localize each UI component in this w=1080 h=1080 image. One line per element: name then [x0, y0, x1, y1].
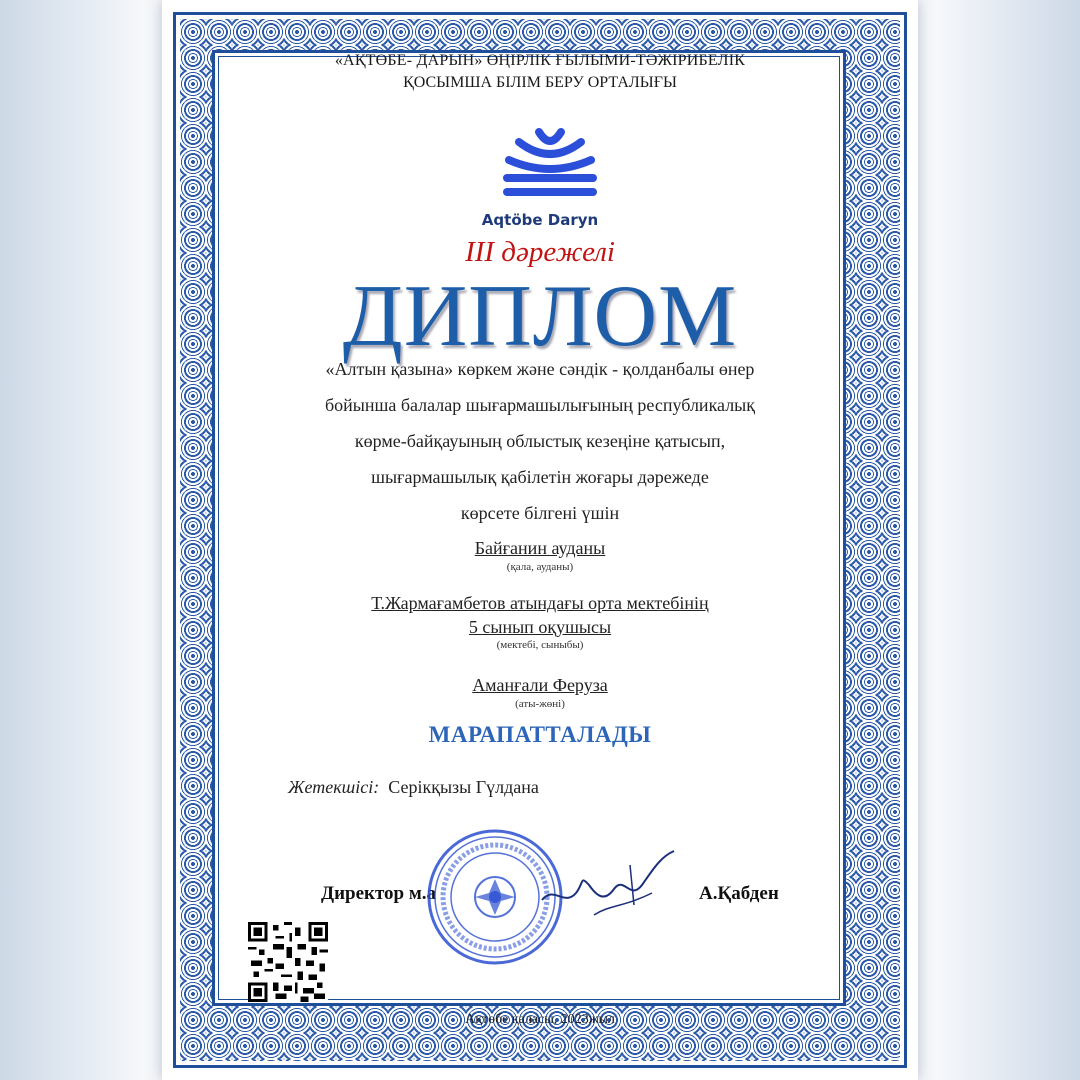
body-line: «Алтын қазына» көркем және сәндік - қолданбалы өнер: [325, 359, 755, 379]
diploma-title: ДИПЛОМ: [342, 268, 738, 365]
degree-label: ІІІ дәрежелі: [465, 236, 615, 268]
logo-text: Aqtöbe Daryn: [481, 211, 599, 229]
school-value: Т.Жармағамбетов атындағы орта мектебінің: [371, 593, 709, 613]
place-and-year: Ақтөбе қаласы, 2023жыл: [465, 1012, 615, 1027]
recipient-name: Аманғали Феруза: [472, 675, 608, 695]
organization-line-2: ҚОСЫМША БІЛІМ БЕРУ ОРТАЛЫҒЫ: [403, 74, 677, 91]
body-line: көрме-байқауының облыстық кезеңіне қатысып,: [354, 431, 726, 451]
qr-code-icon: [248, 922, 328, 1002]
body-line: көрсете білгені үшін: [460, 503, 620, 523]
signature: [534, 845, 684, 925]
recipient-caption: (аты-жөні): [515, 698, 565, 710]
director-name: А.Қабден: [699, 883, 779, 904]
school-caption: (мектебі, сыныбы): [496, 639, 584, 651]
organization-line-1: «АҚТӨБЕ- ДАРЫН» ӨҢІРЛІК ҒЫЛЫМИ-ТӘЖІРИБЕЛІК: [334, 52, 746, 69]
diploma-certificate: [162, 0, 918, 1080]
supervisor-name: Серікқызы Гүлдана: [388, 777, 539, 797]
director-label: Директор м.а: [321, 883, 437, 904]
award-statement: МАРАПАТТАЛАДЫ: [428, 722, 652, 747]
supervisor-label: Жетекшісі:: [288, 777, 380, 797]
aqtobe-daryn-logo: [497, 120, 603, 206]
class-value: 5 сынып оқушысы: [468, 617, 612, 637]
body-line: шығармашылық қабілетін жоғары дәрежеде: [371, 467, 709, 487]
district-value: Байғанин ауданы: [474, 538, 606, 558]
supervisor: [288, 777, 539, 798]
body-line: бойынша балалар шығармашылығының республикалық: [324, 395, 756, 415]
district-caption: (қала, ауданы): [506, 561, 574, 573]
